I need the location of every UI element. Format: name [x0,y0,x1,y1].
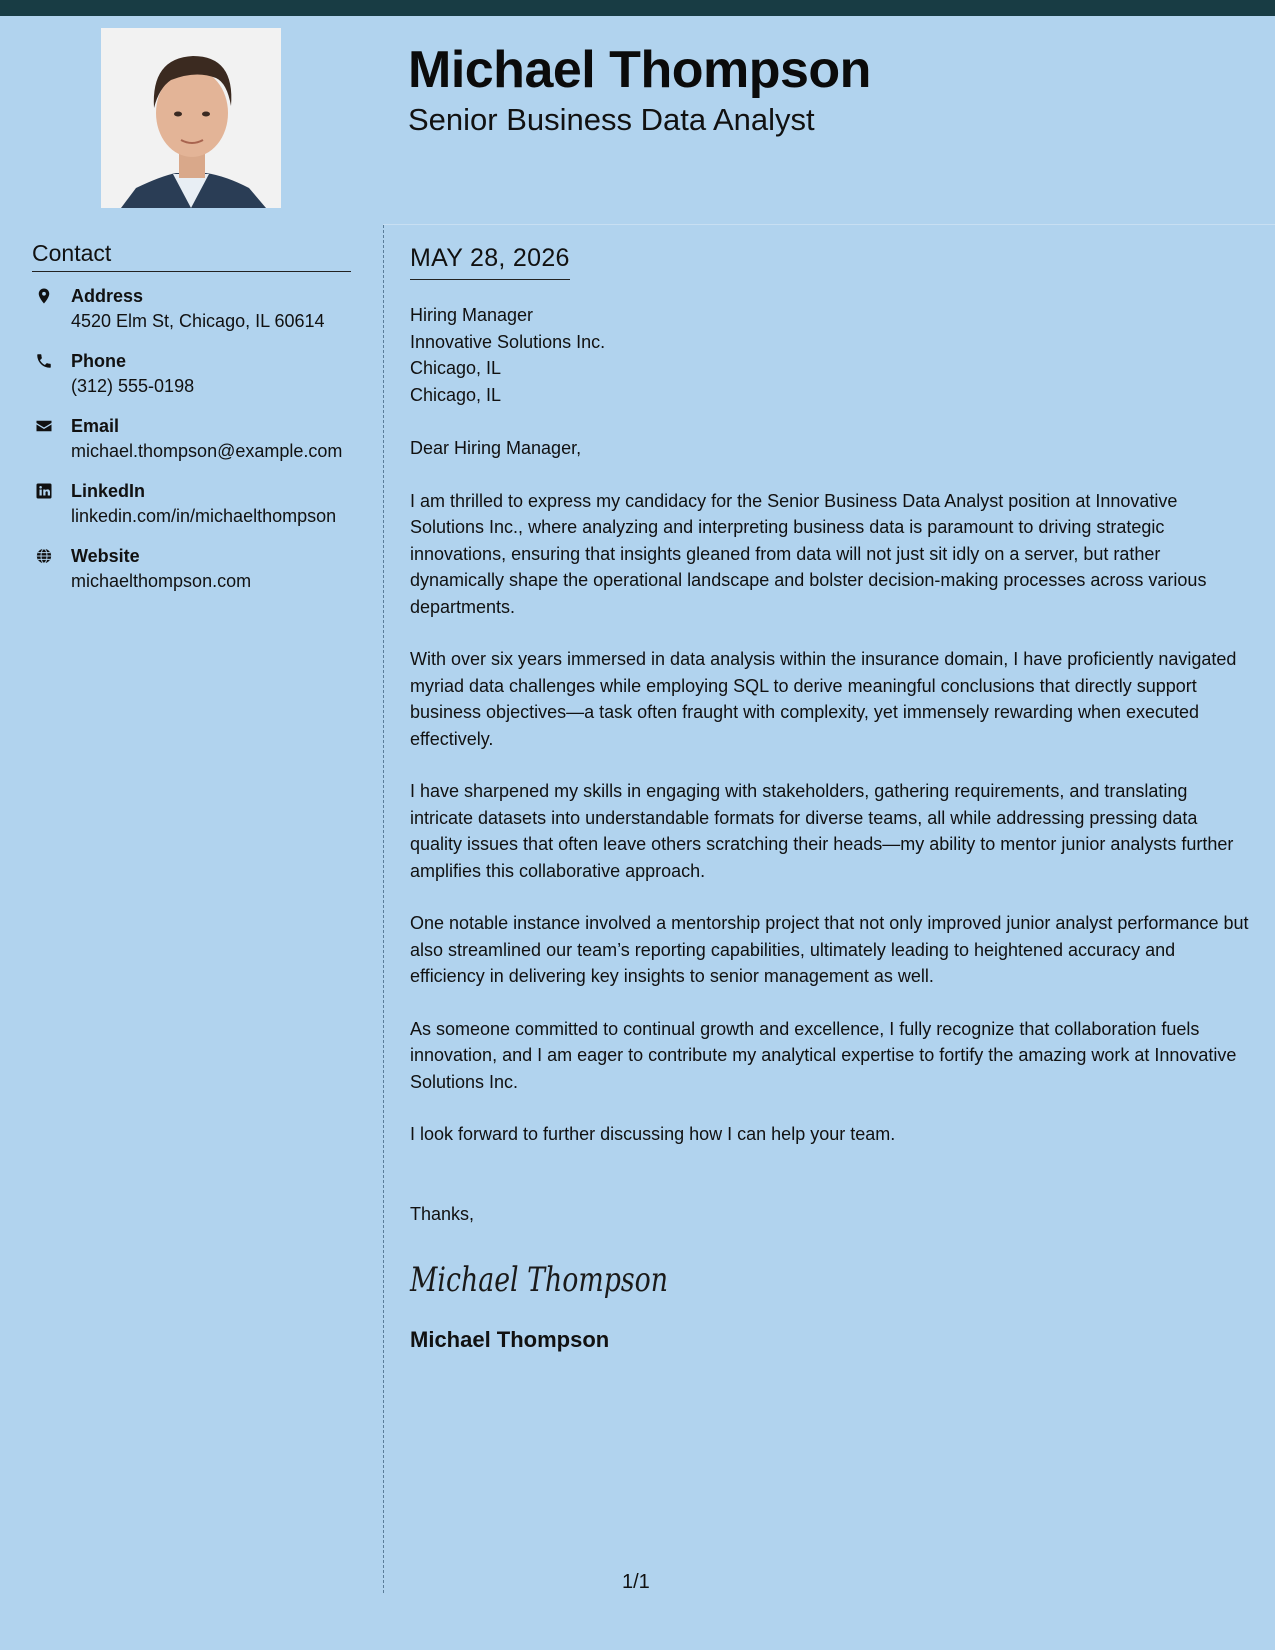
body-paragraph: One notable instance involved a mentorship project that not only improved junior analyst performance but also streamlined our team’s reporting capabilities, ultimately leading to heightened accuracy and efficiency in delivering key insights to senior management as well. [410,913,1249,986]
phone-icon [35,352,53,370]
contact-phone [32,349,351,399]
body-paragraph: As someone committed to continual growth and excellence, I fully recognize that collaboration fuels innovation, and I am eager to contribute my analytical expertise to fortify the amazing work at Innovative Solutions Inc. [410,1018,1237,1092]
top-bar [0,0,1275,16]
contact-value: michaelthompson.com [71,571,252,591]
header-divider [383,224,1275,225]
contact-heading: Contact [32,240,351,272]
column-divider [383,225,384,1593]
contact-linkedin [32,479,351,529]
map-pin-icon [35,287,53,305]
recipient-line: Chicago, IL [410,384,502,405]
body-paragraph: I am thrilled to express my candidacy for the Senior Business Data Analyst position at Innovative Solutions Inc., where analyzing and interpreting business data is paramount to driving strategic innovations, ensuring that insights gleaned from data will not just sit idly on a server, but rather dynamically shape the operational landscape and bolster decision-making processes across various departments. [410,490,1207,617]
candidate-name: Michael Thompson [408,41,871,99]
profile-photo [101,28,281,208]
contact-value: (312) 555-0198 [71,376,195,396]
recipient-line: Chicago, IL [410,358,502,378]
globe-icon [35,547,53,565]
signer-name: Michael Thompson [410,1327,610,1352]
contact-website [32,544,351,594]
page-number: 1/1 [622,1571,650,1593]
envelope-icon [35,417,53,435]
cover-letter [410,240,1250,1353]
body-paragraph: I have sharpened my skills in engaging with stakeholders, gathering requirements, and translating intricate datasets into understandable formats for diverse teams, all while addressing pressing data quality issues that often leave others scratching their heads—my ability to mentor junior analysts further amplifies this collaborative approach. [410,781,1234,881]
recipient-block [410,302,1250,408]
body-paragraph: I look forward to further discussing how I can help your team. [410,1124,896,1144]
contact-address [32,284,351,334]
contact-label: Email [71,416,120,436]
letter-date: MAY 28, 2026 [410,240,570,280]
contact-label: Address [71,286,144,306]
contact-value: linkedin.com/in/michaelthompson [71,506,337,526]
contact-label: LinkedIn [71,481,146,501]
contact-label: Website [71,546,140,566]
closing: Thanks, [410,1203,475,1224]
contact-label: Phone [71,351,127,371]
contact-sidebar [32,240,351,609]
contact-value: michael.thompson@example.com [71,441,343,461]
signature [410,1253,1250,1305]
greeting: Dear Hiring Manager, [410,438,582,458]
recipient-line: Innovative Solutions Inc. [410,331,606,352]
signature-text: Michael Thompson [409,1260,668,1300]
linkedin-icon [35,482,53,500]
body-paragraph: With over six years immersed in data analysis within the insurance domain, I have proficiently navigated myriad data challenges while employing SQL to derive meaningful conclusions that directly support business objectives—a task often fraught with complexity, yet immensely rewarding when executed effectively. [410,649,1237,749]
contact-email [32,414,351,464]
candidate-title: Senior Business Data Analyst [408,102,815,137]
contact-value: 4520 Elm St, Chicago, IL 60614 [71,311,325,331]
recipient-line: Hiring Manager [410,305,534,325]
